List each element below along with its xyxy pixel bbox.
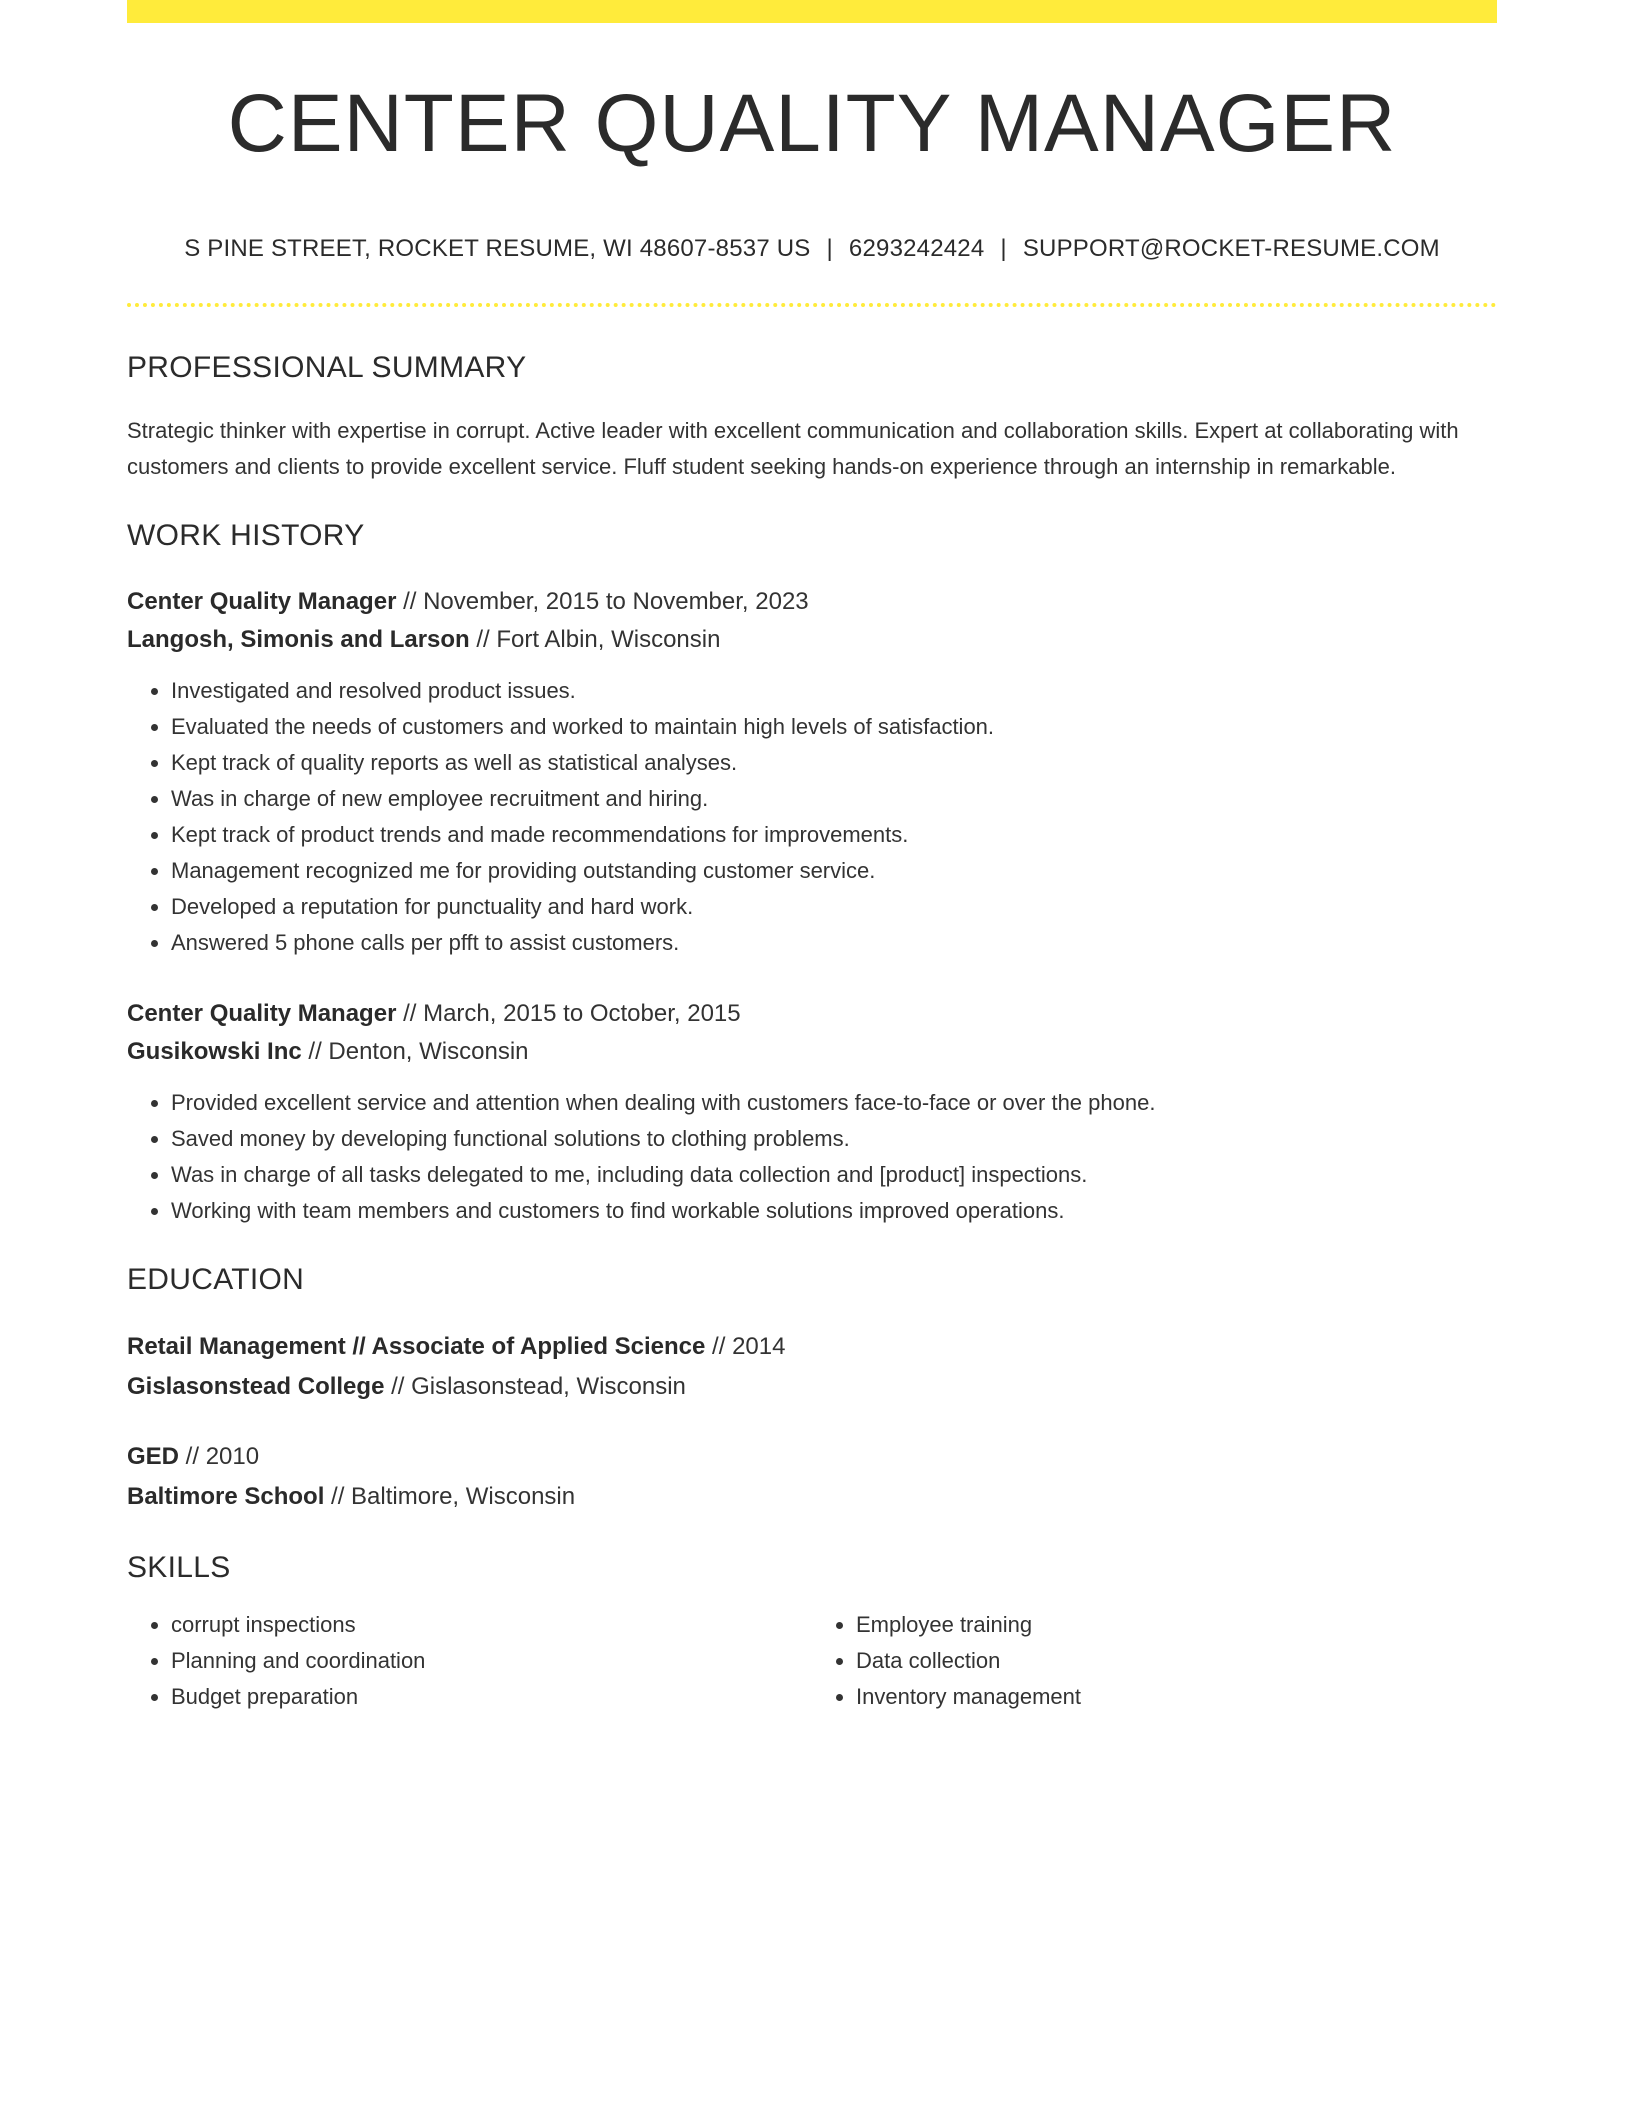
job-bullet: • Answered 5 phone calls per pfft to assist customers. <box>171 925 1497 961</box>
job-bullets <box>127 1085 1497 1229</box>
education-school-line <box>127 1477 1497 1517</box>
job-dates: // November, 2015 to November, 2023 <box>396 588 809 615</box>
job-bullets <box>127 673 1497 961</box>
skill-item: • Employee training <box>856 1607 1497 1643</box>
education-heading: EDUCATION <box>127 1263 305 1296</box>
contact-line <box>127 235 1497 263</box>
skill-item: • Data collection <box>856 1643 1497 1679</box>
education-degree-line <box>127 1437 1497 1477</box>
skill-item: • Planning and coordination <box>171 1643 812 1679</box>
job-role-line <box>127 583 1497 621</box>
education-year: // 2014 <box>705 1333 786 1360</box>
job-company: Langosh, Simonis and Larson <box>127 626 470 653</box>
contact-separator: | <box>826 235 833 262</box>
job-bullet: • Working with team members and customers to find workable solutions improved operations. <box>171 1193 1497 1229</box>
job-entry <box>127 995 1497 1229</box>
education-entry <box>127 1327 1497 1407</box>
job-bullet: • Was in charge of new employee recruitment and hiring. <box>171 781 1497 817</box>
job-role-line <box>127 995 1497 1033</box>
education-year: // 2010 <box>179 1443 260 1470</box>
job-bullet: • Provided excellent service and attention when dealing with customers face-to-face or over the phone. <box>171 1085 1497 1121</box>
contact-separator: | <box>1000 235 1007 262</box>
education-degree-line <box>127 1327 1497 1367</box>
accent-top-bar <box>127 0 1497 23</box>
summary-heading: PROFESSIONAL SUMMARY <box>127 351 527 384</box>
job-company-line <box>127 621 1497 659</box>
resume-name: CENTER QUALITY MANAGER <box>227 78 1397 169</box>
education-school: Gislasonstead College <box>127 1373 385 1400</box>
job-company: Gusikowski Inc <box>127 1038 302 1065</box>
skill-item: • Inventory management <box>856 1679 1497 1715</box>
contact-phone: 6293242424 <box>848 235 985 262</box>
job-bullet: • Kept track of product trends and made recommendations for improvements. <box>171 817 1497 853</box>
job-bullet: • Kept track of quality reports as well as statistical analyses. <box>171 745 1497 781</box>
education-degree: GED <box>127 1443 180 1470</box>
job-dates: // March, 2015 to October, 2015 <box>396 1000 741 1027</box>
dotted-divider <box>127 303 1497 307</box>
education-entry <box>127 1437 1497 1517</box>
skills-column-left <box>127 1607 812 1715</box>
skills-column-right <box>812 1607 1497 1715</box>
contact-address: S PINE STREET, ROCKET RESUME, WI 48607-8537 US <box>184 235 811 262</box>
job-bullet: • Was in charge of all tasks delegated to me, including data collection and [product] inspections. <box>171 1157 1497 1193</box>
job-bullet: • Saved money by developing functional solutions to clothing problems. <box>171 1121 1497 1157</box>
job-entry <box>127 583 1497 961</box>
education-location: // Baltimore, Wisconsin <box>324 1483 576 1510</box>
job-bullet: • Developed a reputation for punctuality and hard work. <box>171 889 1497 925</box>
job-location: // Denton, Wisconsin <box>301 1038 529 1065</box>
job-role: Center Quality Manager <box>127 1000 397 1027</box>
skills-grid <box>127 1607 1497 1715</box>
contact-email: SUPPORT@ROCKET-RESUME.COM <box>1022 235 1440 262</box>
skill-item: • Budget preparation <box>171 1679 812 1715</box>
education-degree: Retail Management // Associate of Applied Science <box>127 1333 706 1360</box>
education-location: // Gislasonstead, Wisconsin <box>384 1373 686 1400</box>
education-school-line <box>127 1367 1497 1407</box>
job-location: // Fort Albin, Wisconsin <box>469 626 721 653</box>
job-bullet: • Evaluated the needs of customers and worked to maintain high levels of satisfaction. <box>171 709 1497 745</box>
skills-heading: SKILLS <box>127 1551 231 1584</box>
work-history-heading: WORK HISTORY <box>127 519 365 552</box>
resume-page <box>127 0 1497 1715</box>
summary-text: Strategic thinker with expertise in corrupt. Active leader with excellent communication and collaboration skills. Expert at collaborating with customers and clients to provide excellent service. Fluff student seeking hands-on experience through an internship in remarkable. <box>127 418 1459 479</box>
job-bullet: • Management recognized me for providing outstanding customer service. <box>171 853 1497 889</box>
job-company-line <box>127 1033 1497 1071</box>
job-bullet: • Investigated and resolved product issues. <box>171 673 1497 709</box>
job-role: Center Quality Manager <box>127 588 397 615</box>
skill-item: • corrupt inspections <box>171 1607 812 1643</box>
education-school: Baltimore School <box>127 1483 325 1510</box>
